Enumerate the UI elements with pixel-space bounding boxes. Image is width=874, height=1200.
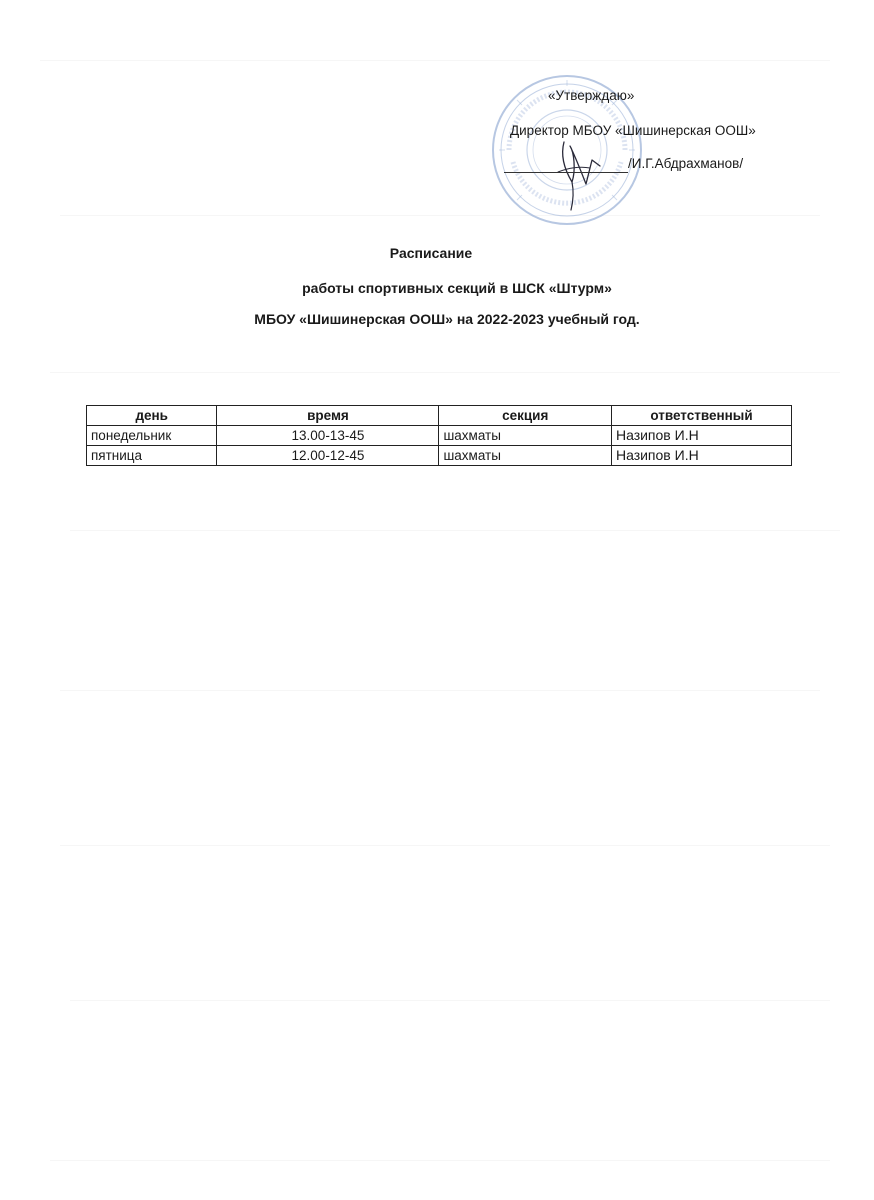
document-title: Расписание [389,245,473,261]
scan-artifact [60,690,820,691]
scan-artifact [50,1160,830,1161]
table-row [87,446,792,466]
cell-day: понедельник [87,426,217,446]
cell-time: 13.00-13-45 [217,426,439,446]
cell-section: шахматы [439,446,612,466]
cell-section: шахматы [439,426,612,446]
scan-artifact [50,372,840,373]
approver-name: /И.Г.Абдрахманов/ [628,156,744,171]
approval-label: «Утверждаю» [548,88,635,103]
cell-day: пятница [87,446,217,466]
cell-time: 12.00-12-45 [217,446,439,466]
document-subtitle: работы спортивных секций в ШСК «Штурм» [302,280,612,296]
column-header-time: время [217,406,439,426]
column-header-section: секция [439,406,612,426]
schedule-table [86,405,792,466]
column-header-responsible: ответственный [611,406,791,426]
scan-artifact [60,845,830,846]
cell-responsible: Назипов И.Н [611,426,791,446]
table-row [87,426,792,446]
cell-responsible: Назипов И.Н [611,446,791,466]
scan-artifact [60,215,820,216]
scan-artifact [70,530,840,531]
signature-line [504,172,628,173]
scan-artifact [40,60,830,61]
document-subtitle-school: МБОУ «Шишинерская ООШ» на 2022-2023 учебный год. [254,311,640,327]
scan-artifact [70,1000,830,1001]
column-header-day: день [87,406,217,426]
approver-position: Директор МБОУ «Шишинерская ООШ» [510,123,756,138]
table-header-row [87,406,792,426]
